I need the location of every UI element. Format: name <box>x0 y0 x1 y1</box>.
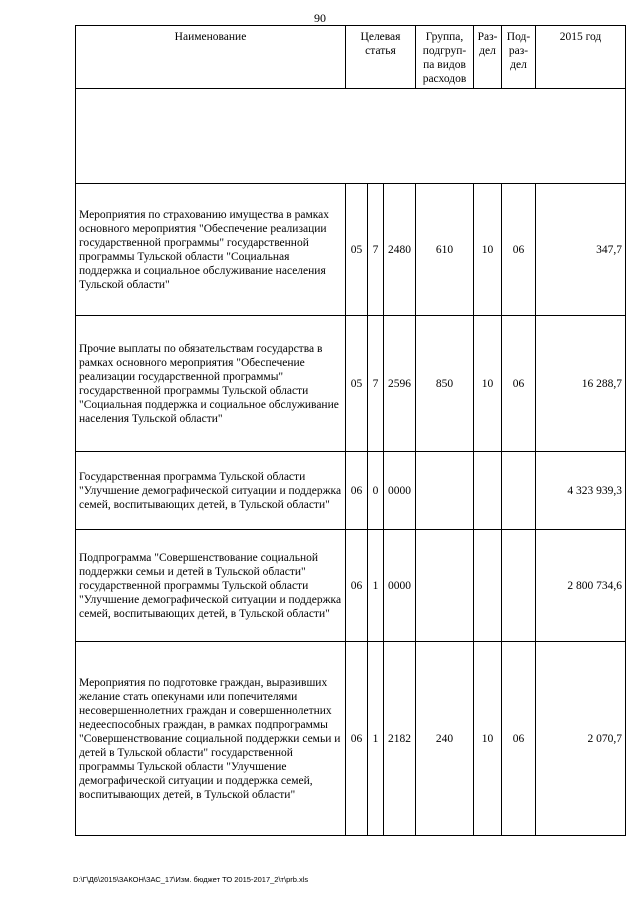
table-row <box>76 316 626 452</box>
row-code-program: 05 <box>346 184 368 316</box>
row-name: Мероприятия по подготовке граждан, выразивших желание стать опекунами или попечителями несовершеннолетних граждан и совершеннолетних недееспособных граждан, в рамках подпрограммы "Совершенствование социальной поддержки семьи и детей в Тульской области" государственной программы Тульской области "Улучшение демографической ситуации и поддержка семей, воспитывающих детей, в Тульской области" <box>76 642 346 836</box>
row-code-subprogram: 7 <box>368 184 384 316</box>
row-code-direction: 2182 <box>384 642 416 836</box>
row-subsection: 06 <box>502 642 536 836</box>
header-subsection: Под-раз-дел <box>502 26 536 89</box>
row-code-direction: 2480 <box>384 184 416 316</box>
page-number: 90 <box>314 11 326 25</box>
row-code-subprogram: 1 <box>368 642 384 836</box>
row-code-program: 05 <box>346 316 368 452</box>
row-group <box>416 530 474 642</box>
row-code-subprogram: 0 <box>368 452 384 530</box>
row-section: 10 <box>474 316 502 452</box>
row-section <box>474 530 502 642</box>
row-group <box>416 452 474 530</box>
row-group: 240 <box>416 642 474 836</box>
row-name: Государственная программа Тульской области "Улучшение демографической ситуации и поддержка семей, воспитывающих детей, в Тульской области" <box>76 452 346 530</box>
row-code-subprogram: 1 <box>368 530 384 642</box>
header-target-article: Целевая статья <box>346 26 416 89</box>
row-amount: 2 070,7 <box>536 642 626 836</box>
row-subsection <box>502 452 536 530</box>
row-subsection <box>502 530 536 642</box>
row-group: 850 <box>416 316 474 452</box>
row-section: 10 <box>474 184 502 316</box>
header-spacer-row <box>76 89 626 184</box>
row-section <box>474 452 502 530</box>
row-subsection: 06 <box>502 316 536 452</box>
row-section: 10 <box>474 642 502 836</box>
row-code-program: 06 <box>346 452 368 530</box>
row-code-direction: 2596 <box>384 316 416 452</box>
table-row <box>76 452 626 530</box>
row-name: Подпрограмма "Совершенствование социальной поддержки семьи и детей в Тульской области" государственной программы Тульской области "Улучшение демографической ситуации и поддержка семей, воспитывающих детей, в Тульской области" <box>76 530 346 642</box>
row-code-subprogram: 7 <box>368 316 384 452</box>
row-name: Мероприятия по страхованию имущества в рамках основного мероприятия "Обеспечение реализации государственной программы" государственной программы Тульской области "Социальная поддержка и социальное обслуживание населения Тульской области" <box>76 184 346 316</box>
row-amount: 4 323 939,3 <box>536 452 626 530</box>
table-header-row <box>76 26 626 89</box>
table-row <box>76 642 626 836</box>
row-amount: 2 800 734,6 <box>536 530 626 642</box>
row-amount: 16 288,7 <box>536 316 626 452</box>
row-code-direction: 0000 <box>384 530 416 642</box>
row-code-program: 06 <box>346 530 368 642</box>
row-subsection: 06 <box>502 184 536 316</box>
file-path-footer: D:\Г\Д6\2015\ЗАКОН\ЗАС_17\Изм. бюджет ТО 2015-2017_2\т\prb.xls <box>73 875 309 884</box>
header-section: Раз-дел <box>474 26 502 89</box>
row-group: 610 <box>416 184 474 316</box>
budget-table <box>75 25 626 836</box>
table-row <box>76 530 626 642</box>
header-name: Наименование <box>76 26 346 89</box>
table-row <box>76 184 626 316</box>
row-amount: 347,7 <box>536 184 626 316</box>
row-code-program: 06 <box>346 642 368 836</box>
row-code-direction: 0000 <box>384 452 416 530</box>
header-year: 2015 год <box>536 26 626 89</box>
header-group: Группа, подгруп-па видов расходов <box>416 26 474 89</box>
row-name: Прочие выплаты по обязательствам государства в рамках основного мероприятия "Обеспечение реализации государственной программы" государственной программы Тульской области "Социальная поддержка и социальное обслуживание населения Тульской области" <box>76 316 346 452</box>
